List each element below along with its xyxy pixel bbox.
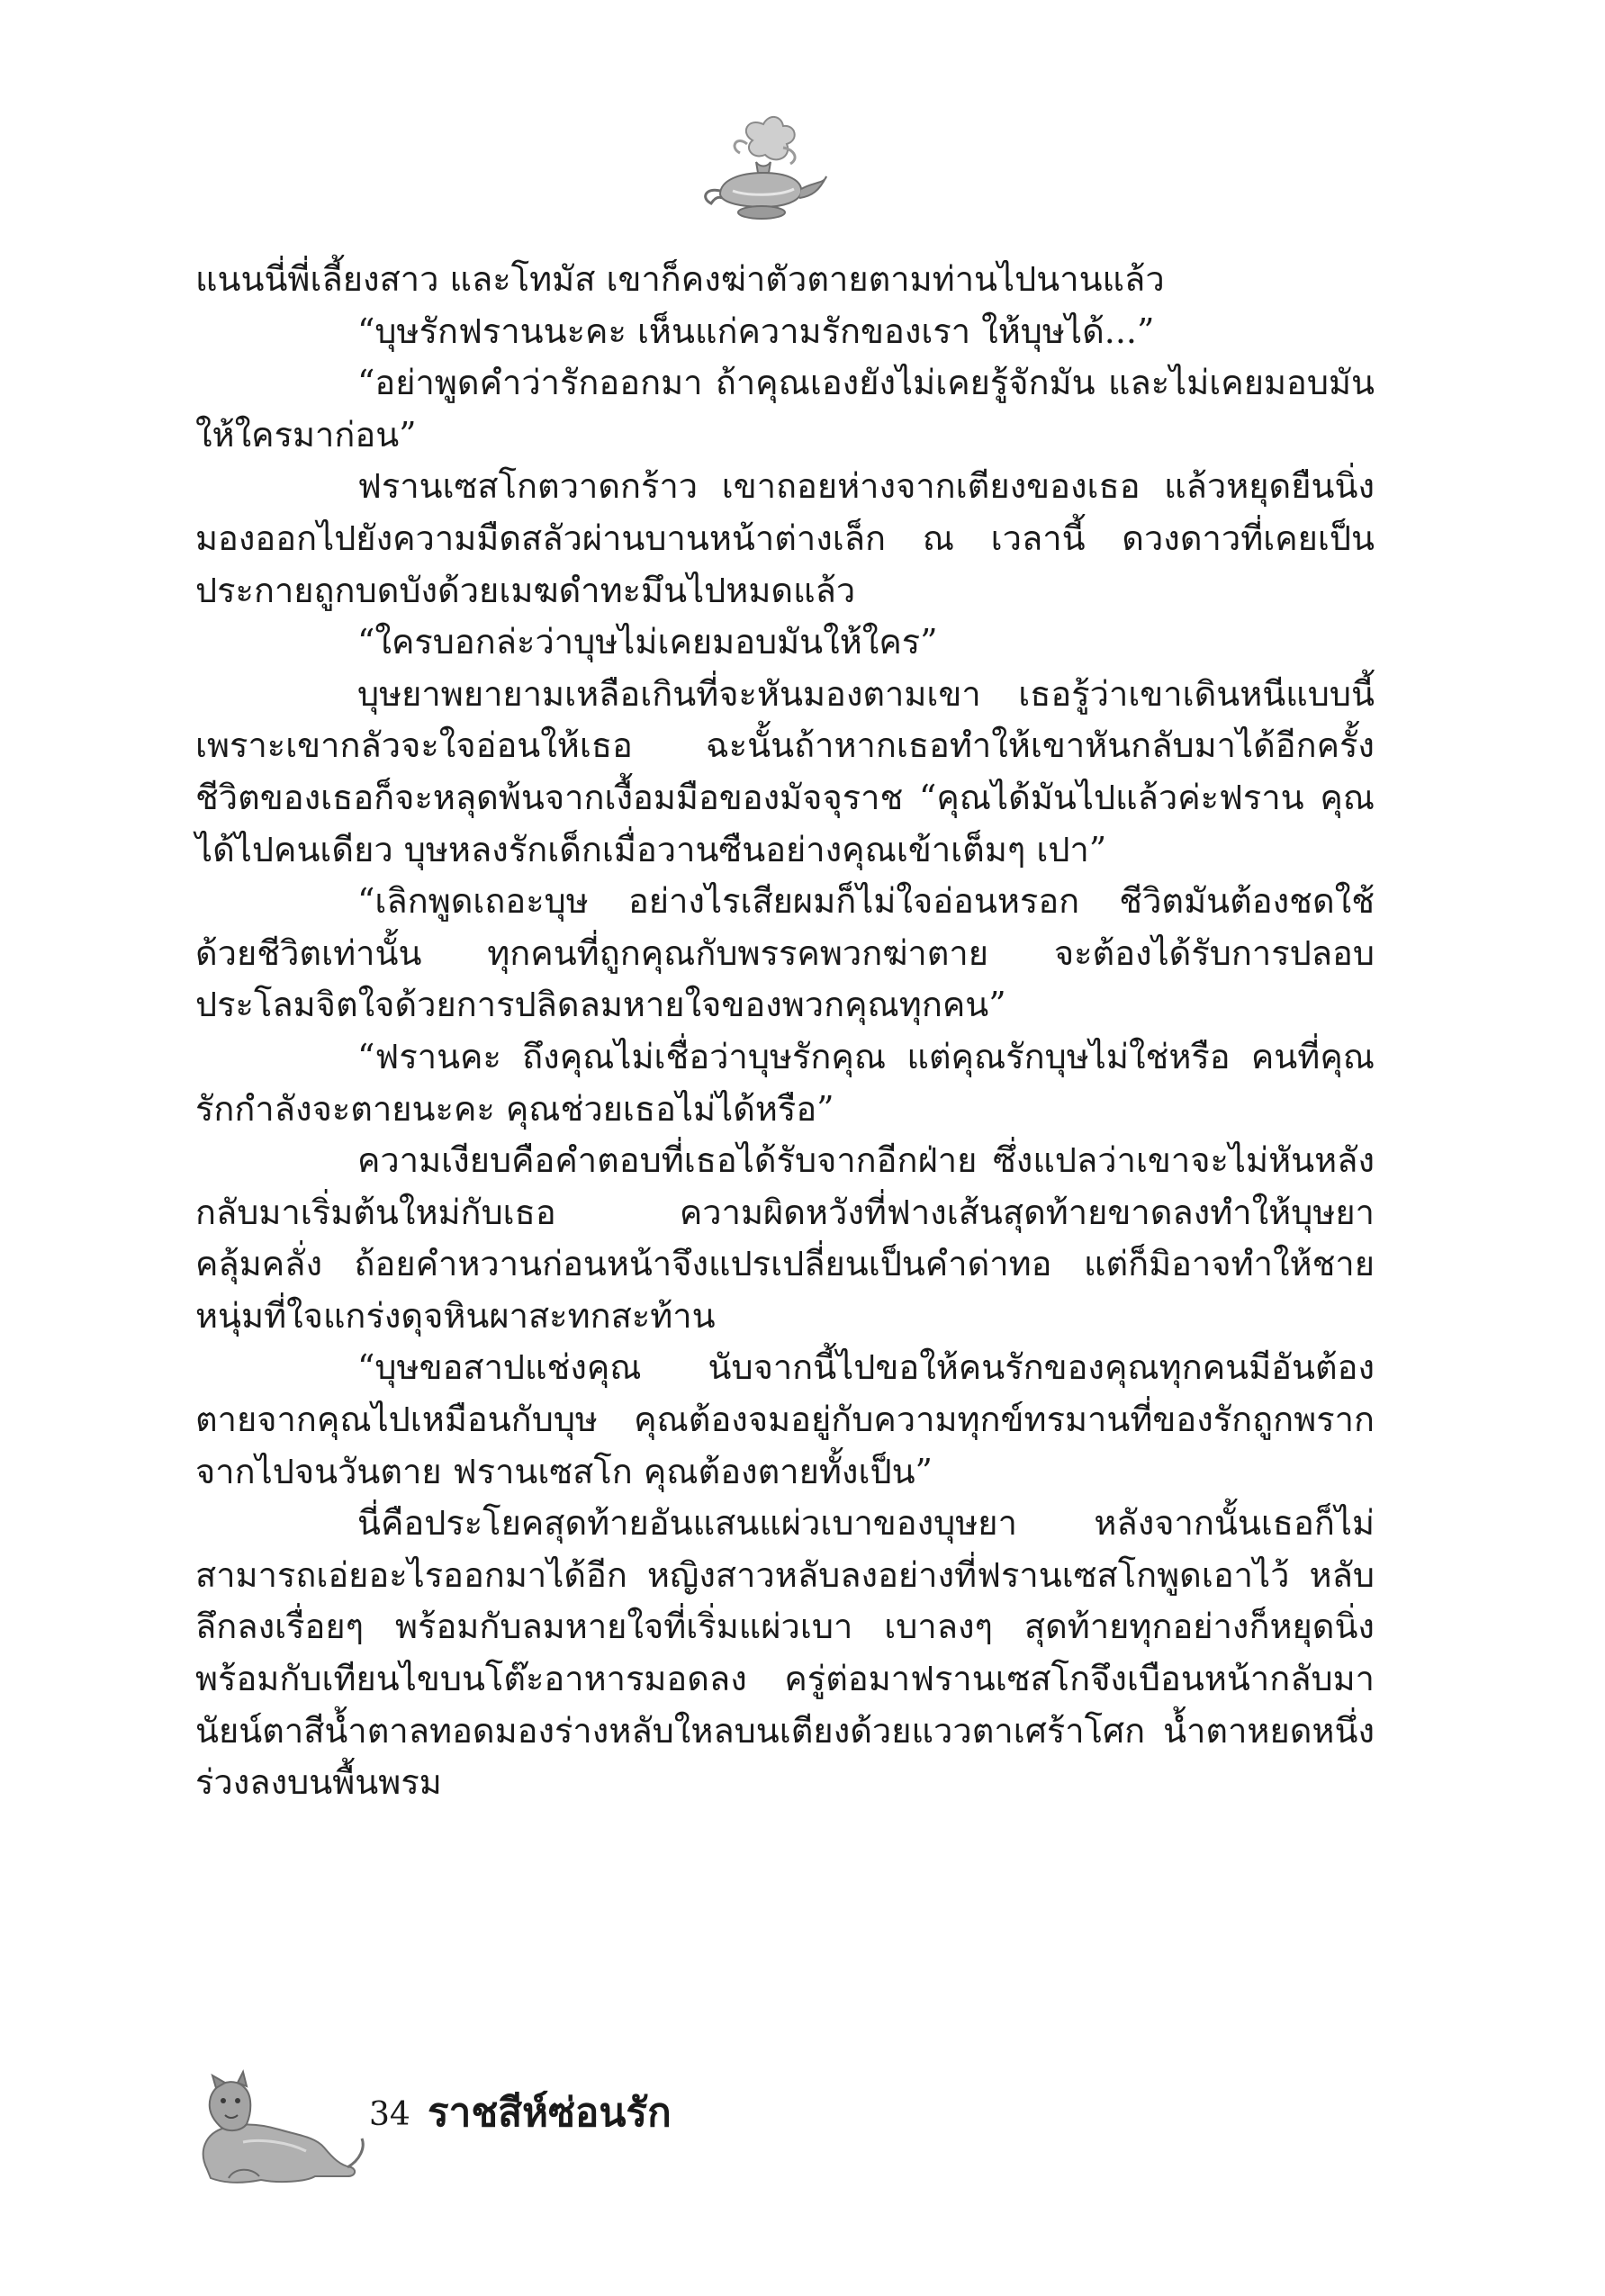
genie-lamp-icon — [693, 108, 828, 234]
paragraph: “ใครบอกล่ะว่าบุษไม่เคยมอบมันให้ใคร” — [357, 622, 938, 662]
lioness-icon — [189, 2061, 369, 2196]
paragraph: บุษยาพยายามเหลือเกินที่จะหันมองตามเขา เธอรู้ว่าเขาเดินหนีแบบนี้เพราะเขากลัวจะใจอ่อนให้เธอ ฉะนั้นถ้าหากเธอทำให้เขาหันกลับมาได้อีกครั้ง ชีวิตของเธอก็จะหลุดพ้นจากเงื้อมมือของมัจจุราช “คุณได้มันไปแล้วค่ะฟราน คุณได้ไปคนเดียว บุษหลงรักเด็กเมื่อวานซืนอย่างคุณเข้าเต็มๆ เปา” — [195, 673, 1375, 869]
paragraph: “ฟรานคะ ถึงคุณไม่เชื่อว่าบุษรักคุณ แต่คุณรักบุษไม่ใช่หรือ คนที่คุณรักกำลังจะตายนะคะ คุณช่วยเธอไม่ได้หรือ” — [195, 1036, 1375, 1129]
page-number: 34 — [369, 2096, 410, 2133]
page-footer — [189, 2061, 819, 2196]
paragraph: “เลิกพูดเถอะบุษ อย่างไรเสียผมก็ไม่ใจอ่อนหรอก ชีวิตมันต้องชดใช้ด้วยชีวิตเท่านั้น ทุกคนที่ถูกคุณกับพรรคพวกฆ่าตาย จะต้องได้รับการปลอบประโลมจิตใจด้วยการปลิดลมหายใจของพวกคุณทุกคน” — [195, 881, 1375, 1025]
paragraph: “อย่าพูดคำว่ารักออกมา ถ้าคุณเองยังไม่เคยรู้จักมัน และไม่เคยมอบมันให้ใครมาก่อน” — [195, 363, 1375, 455]
paragraph: แนนนี่พี่เลี้ยงสาว และโทมัส เขาก็คงฆ่าตัวตายตามท่านไปนานแล้ว — [195, 259, 1165, 299]
paragraph: ฟรานเซสโกตวาดกร้าว เขาถอยห่างจากเตียงของเธอ แล้วหยุดยืนนิ่งมองออกไปยังความมืดสลัวผ่านบานหน้าต่างเล็ก ณ เวลานี้ ดวงดาวที่เคยเป็นประกายถูกบดบังด้วยเมฆดำทะมึนไปหมดแล้ว — [195, 466, 1375, 610]
paragraph: “บุษรักฟรานนะคะ เห็นแก่ความรักของเรา ให้บุษได้...” — [357, 311, 1155, 351]
book-title: ราชสีห์ซ่อนรัก — [428, 2090, 672, 2136]
paragraph: ความเงียบคือคำตอบที่เธอได้รับจากอีกฝ่าย ซึ่งแปลว่าเขาจะไม่หันหลังกลับมาเริ่มต้นใหม่กับเธอ ความผิดหวังที่ฟางเส้นสุดท้ายขาดลงทำให้บุษยาคลุ้มคลั่ง ถ้อยคำหวานก่อนหน้าจึงแปรเปลี่ยนเป็นคำด่าทอ แต่ก็มิอาจทำให้ชายหนุ่มที่ใจแกร่งดุจหินผาสะทกสะท้าน — [195, 1140, 1375, 1336]
paragraph: “บุษขอสาปแช่งคุณ นับจากนี้ไปขอให้คนรักของคุณทุกคนมีอันต้องตายจากคุณไปเหมือนกับบุษ คุณต้องจมอยู่กับความทุกข์ทรมานที่ของรักถูกพรากจากไปจนวันตาย ฟรานเซสโก คุณต้องตายทั้งเป็น” — [195, 1347, 1375, 1491]
body-text — [195, 254, 1375, 1809]
paragraph: นี่คือประโยคสุดท้ายอันแสนแผ่วเบาของบุษยา หลังจากนั้นเธอก็ไม่สามารถเอ่ยอะไรออกมาได้อีก หญิงสาวหลับลงอย่างที่ฟรานเซสโกพูดเอาไว้ หลับลึกลงเรื่อยๆ พร้อมกับลมหายใจที่เริ่มแผ่วเบา เบาลงๆ สุดท้ายทุกอย่างก็หยุดนิ่ง พร้อมกับเทียนไขบนโต๊ะอาหารมอดลง ครู่ต่อมาฟรานเซสโกจึงเบือนหน้ากลับมา นัยน์ตาสีน้ำตาลทอดมองร่างหลับใหลบนเตียงด้วยแววตาเศร้าโศก น้ำตาหยดหนึ่งร่วงลงบนพื้นพรม — [195, 1503, 1375, 1803]
